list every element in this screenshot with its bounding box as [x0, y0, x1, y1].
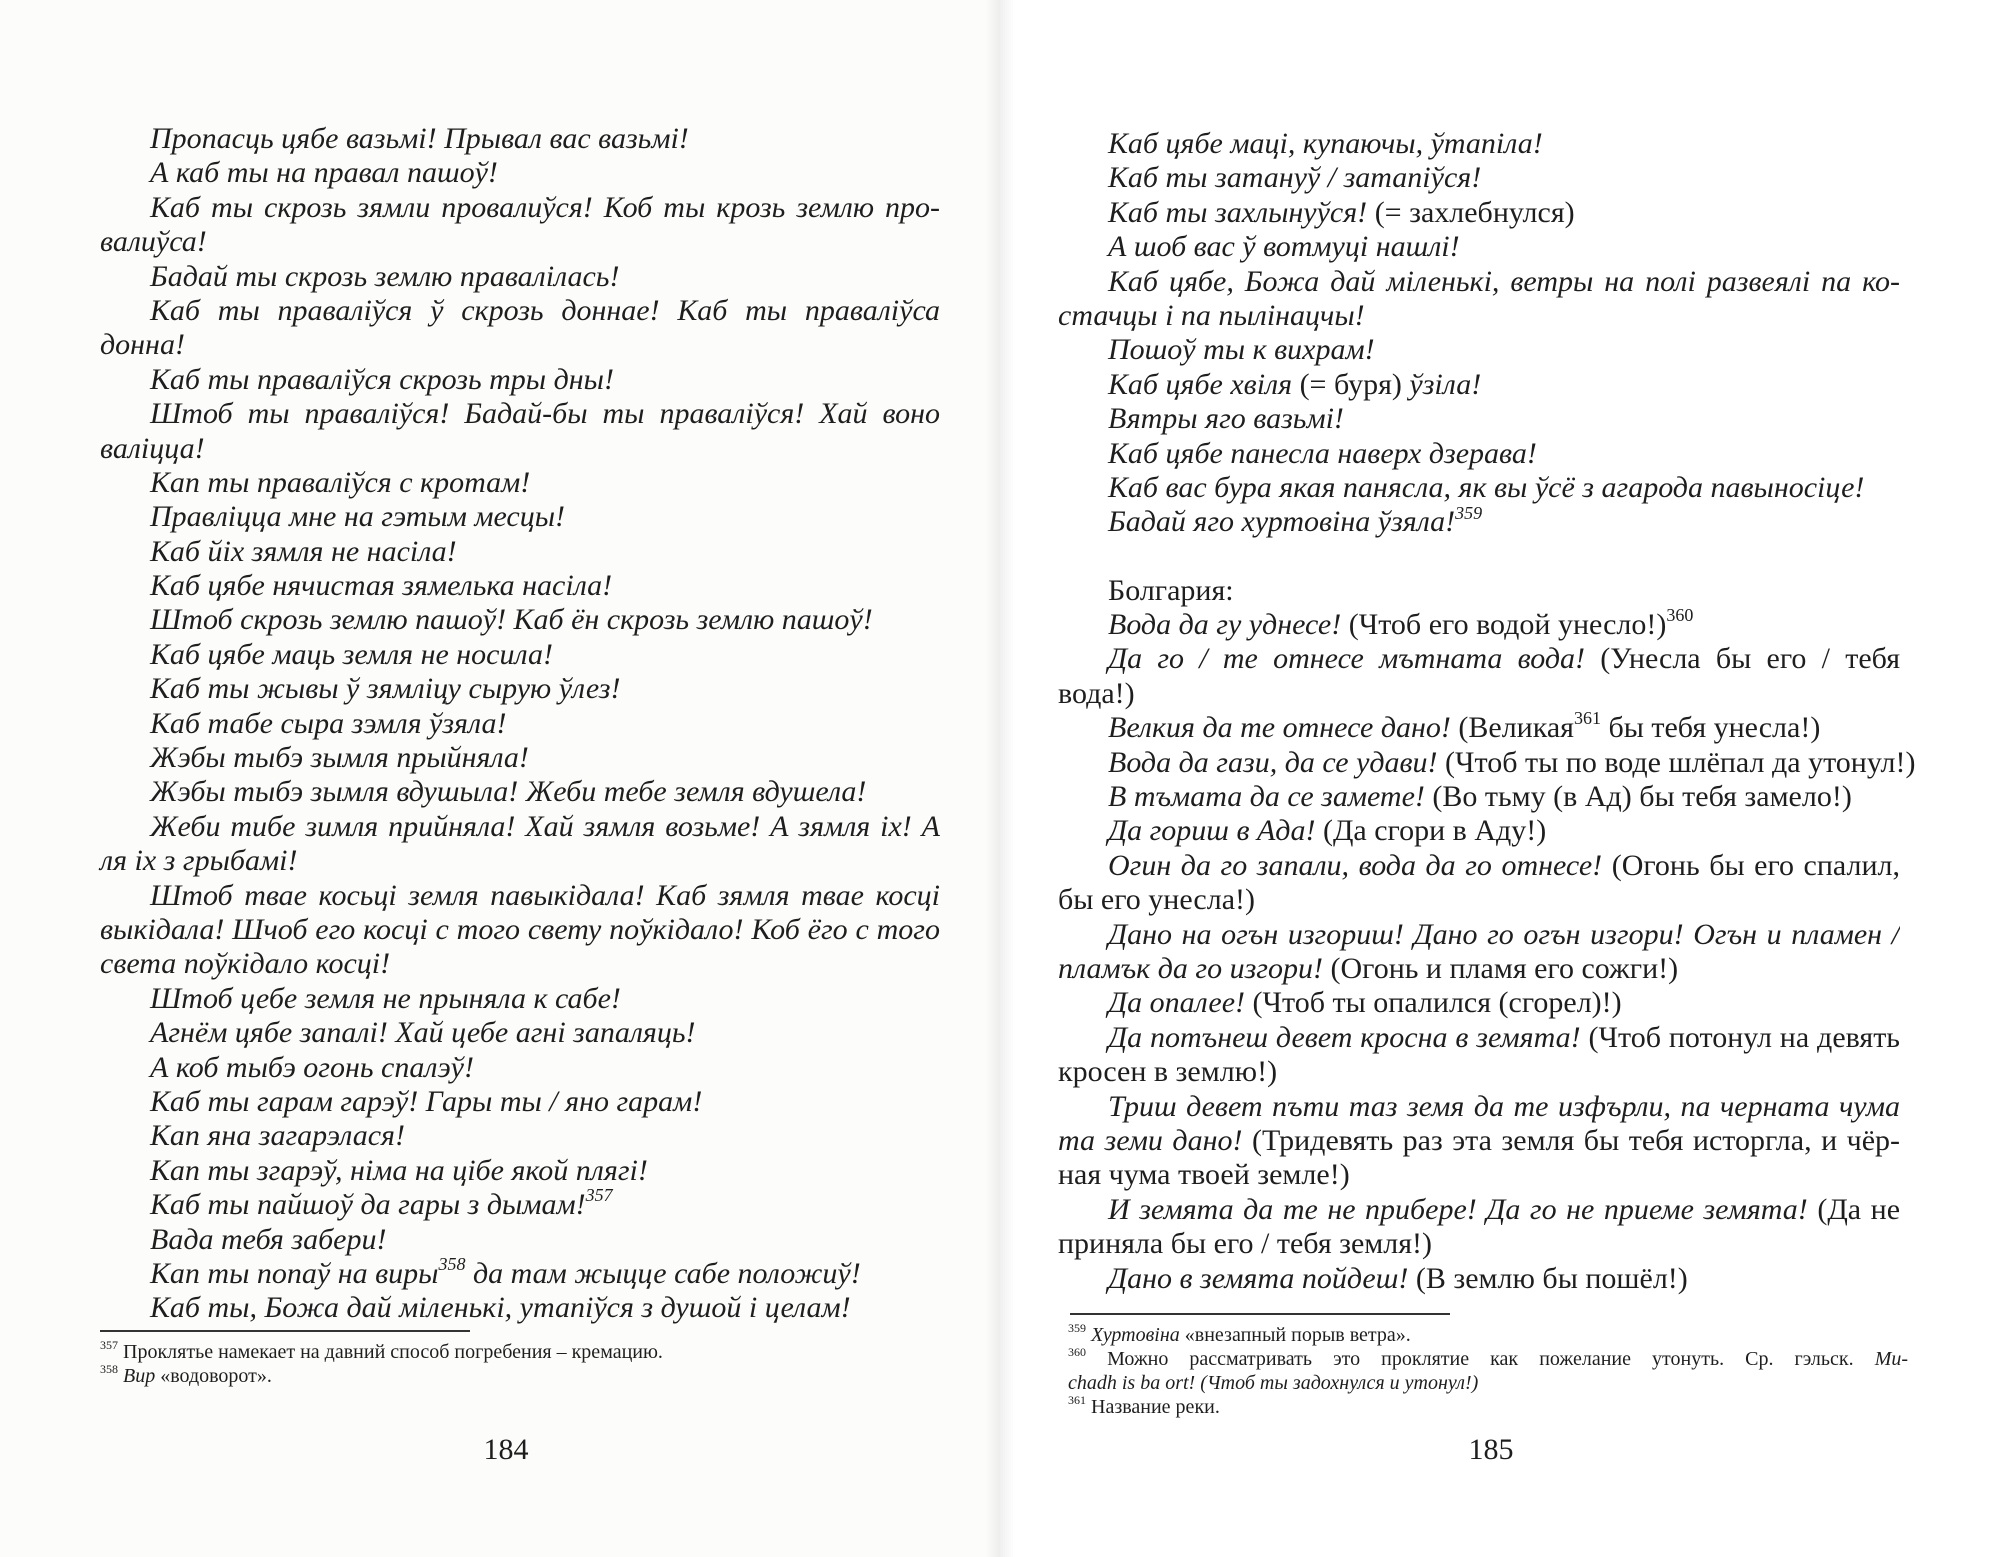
- footnote-marker: 358: [438, 1254, 466, 1275]
- footnote-marker: 360: [1666, 605, 1694, 626]
- translation: (В землю бы пошёл!): [1415, 1261, 1688, 1295]
- curse-line: Пошоў ты к вихрам!: [1108, 333, 1375, 367]
- curse-line: Пропасць цябе вазьмі! Прывал вас вазьмі!: [150, 122, 689, 155]
- curse-text: да там жыцце сабе положиў!: [472, 1256, 861, 1290]
- translation: (= буря): [1299, 367, 1402, 401]
- footnote-number: 361: [1068, 1393, 1086, 1408]
- curse-line: Каб ты праваліўся ў скрозь доннае! Каб ты праваліўса: [150, 293, 940, 327]
- curse-line: бы его унесла!): [1058, 883, 1255, 917]
- page-number: 185: [1468, 1433, 1514, 1466]
- curse-line: [1058, 1124, 1900, 1158]
- footnote-term: Вир: [123, 1365, 156, 1387]
- translation: (Во тьму (в Ад) бы тебя замело!): [1432, 780, 1852, 814]
- footnote: [100, 1364, 940, 1388]
- footnote-text: «водоворот».: [160, 1365, 272, 1387]
- curse-line: кросен в землю!): [1058, 1055, 1278, 1089]
- curse-line: [1058, 605, 1900, 642]
- curse-line: А шоб вас ў вотмуці нашлі!: [1108, 230, 1460, 264]
- curse-line: стачцы і па пылінацчы!: [1058, 298, 1365, 332]
- translation: (Да не: [1817, 1192, 1900, 1226]
- curse-line: приняла бы его / тебя земля!): [1058, 1227, 1433, 1261]
- curse-line: [1058, 986, 1900, 1020]
- curse-line: [1058, 368, 1900, 402]
- footnote-term: chadh is ba ort!: [1068, 1372, 1196, 1394]
- curse-line: Штоб цебе земля не прыняла к сабе!: [150, 981, 621, 1015]
- translation: (Чтоб ты по воде шлёпал да утонул!): [1445, 745, 1916, 779]
- curse-line: Жэбы тыбэ зымля прыйняла!: [150, 741, 529, 775]
- translation: (Чтоб его водой унесло!): [1348, 608, 1667, 642]
- curse-line: ная чума твоей земле!): [1058, 1158, 1350, 1192]
- curse-text: та земи дано!: [1058, 1123, 1243, 1157]
- translation: (Чтоб ты опалился (сгорел)!): [1252, 986, 1622, 1020]
- curse-line: [1058, 780, 1900, 814]
- curse-line: донна!: [100, 328, 185, 362]
- footnote-marker: 357: [585, 1185, 613, 1206]
- curse-line: [1058, 745, 1916, 780]
- curse-line: валиўса!: [100, 225, 207, 259]
- curse-line: Штоб ты праваліўся! Бадай-бы ты праваліўся! Хай воно: [150, 397, 940, 431]
- curse-text: Кап ты попаў на виры: [150, 1256, 439, 1290]
- curse-line: Вада тебя забери!: [150, 1222, 387, 1256]
- curse-line: Каб ты затануў / затапіўся!: [1108, 161, 1482, 195]
- curse-text: Бадай яго хуртовіна ўзяла!: [1108, 505, 1456, 539]
- curse-line: Кап ты згарэў, німа на цібе якой плягі!: [150, 1153, 648, 1187]
- footnote-number: 358: [100, 1362, 118, 1377]
- translation: (Чтоб потонул на девять: [1588, 1020, 1900, 1054]
- translation: (Огонь и пламя его сожги!): [1330, 951, 1679, 985]
- curse-line: Каб ты жывы ў зямліцу сырую ўлез!: [150, 672, 621, 706]
- footnote-text: Название реки.: [1091, 1396, 1220, 1418]
- curse-text: Да го / те отнесе мътната вода!: [1108, 642, 1586, 676]
- curse-line: [1058, 196, 1900, 230]
- left-page-text: [100, 122, 940, 1326]
- curse-line: Дано на огън изгориш! Дано го огън изгори! Огън и пламен /: [1108, 917, 1900, 951]
- footnote: [1068, 1395, 1908, 1419]
- right-footnotes: [1068, 1323, 1908, 1419]
- left-footnotes: [100, 1340, 940, 1388]
- curse-line: Кап яна загарэлася!: [150, 1119, 405, 1153]
- curse-text: Да потънеш девет кросна в земята!: [1108, 1020, 1581, 1054]
- curse-text: ўзіла!: [1409, 367, 1482, 401]
- curse-line: Каб ты скрозь зямли провалиўся! Коб ты крозь землю про-: [150, 190, 940, 224]
- curse-line: [1058, 642, 1900, 676]
- curse-line: Жэбы тыбэ зымля вдушыла! Жеби тебе земля вдушела!: [150, 775, 867, 809]
- curse-text: Да опалее!: [1108, 986, 1246, 1020]
- curse-line: [1058, 502, 1900, 539]
- page-number: 184: [483, 1433, 529, 1466]
- footnote-marker: 359: [1455, 502, 1483, 523]
- curse-line: Штоб скрозь землю пашоў! Каб ён скрозь землю пашоў!: [150, 603, 873, 637]
- footnote: [100, 1340, 940, 1364]
- curse-line: ля іх з грыбамі!: [100, 844, 298, 878]
- translation: (Тридевять раз эта земля бы тебя исторгла, и чёр-: [1251, 1123, 1900, 1157]
- curse-line: Каб цябе, Божа дай міленькі, ветры на полі развеялі па ко-: [1108, 264, 1900, 298]
- section-heading: Болгария:: [1108, 573, 1234, 607]
- curse-line: Агнём цябе запалі! Хай цебе агні запаляць!: [150, 1016, 696, 1050]
- footnote-text: Проклятье намекает на давний способ погребения – кремацию.: [123, 1341, 663, 1363]
- curse-line: [1058, 849, 1900, 883]
- curse-line: Каб цябе нячистая зямелька насіла!: [150, 569, 613, 603]
- footnote-term: Хуртовіна: [1091, 1324, 1180, 1346]
- curse-line: [100, 1254, 940, 1291]
- curse-text: Каб ты захлынуўся!: [1108, 195, 1368, 229]
- curse-line: Каб цябе маць земля не носила!: [150, 637, 553, 671]
- curse-line: Каб ты праваліўся скрозь тры дны!: [150, 362, 614, 396]
- curse-line: Кап ты праваліўся с кротам!: [150, 465, 531, 499]
- curse-line: Вятры яго вазьмі!: [1108, 402, 1344, 436]
- footnote-number: 360: [1068, 1345, 1086, 1360]
- curse-text: Вода да гу уднесе!: [1108, 608, 1342, 642]
- curse-line: [1058, 708, 1900, 745]
- footnote-number: 357: [100, 1338, 118, 1353]
- curse-line: света поўкідало косці!: [100, 947, 391, 981]
- footnote-text: Можно рассматривать это проклятие как пожелание утонуть. Ср. гэльск.: [1107, 1348, 1854, 1370]
- curse-text: И земята да те не прибере! Да го не приеме земята!: [1108, 1192, 1808, 1226]
- curse-text: В тъмата да се замете!: [1108, 780, 1425, 814]
- curse-line: вода!): [1058, 676, 1135, 710]
- curse-text: Каб ты пайшоў да гары з дымам!: [150, 1188, 586, 1222]
- footnote-rule: [1070, 1313, 1450, 1315]
- right-page-text: [1058, 127, 1916, 1296]
- footnote-text: (Чтоб ты задохнулся и утонул!): [1200, 1372, 1479, 1394]
- curse-line: Каб вас бура якая панясла, як вы ўсё з агарода павыносіце!: [1108, 470, 1865, 504]
- translation: (Огонь бы его спалил,: [1611, 848, 1900, 882]
- curse-line: Каб табе сыра зэмля ўзяла!: [150, 706, 507, 740]
- curse-line: [1058, 1262, 1900, 1296]
- book-gutter: [985, 0, 1015, 1557]
- curse-line: выкідала! Шчоб его косці с того свету поўкідало! Коб ёго с того: [100, 912, 940, 946]
- curse-text: Каб цябе хвіля: [1108, 367, 1293, 401]
- curse-line: Каб цябе панесла наверх дзерава!: [1108, 436, 1537, 470]
- spacer: [1058, 540, 1900, 574]
- translation: (Да сгори в Аду!): [1322, 814, 1547, 848]
- footnote-marker: 361: [1573, 708, 1601, 729]
- curse-line: [1058, 952, 1900, 986]
- translation: (Великая: [1458, 711, 1574, 745]
- curse-line: Каб йіх зямля не насіла!: [150, 534, 457, 568]
- footnote: [1068, 1323, 1908, 1347]
- curse-text: Огин да го запали, вода да го отнесе!: [1108, 848, 1603, 882]
- curse-line: А коб тыбэ огонь спалэў!: [150, 1050, 474, 1084]
- curse-text: Вода да гази, да се удави!: [1108, 745, 1438, 779]
- curse-line: Бадай ты скрозь землю правалілась!: [150, 259, 620, 293]
- footnote-continuation: [1068, 1371, 1908, 1395]
- curse-line: Штоб твае косьці земля павыкідала! Каб зямля твае косці: [150, 878, 940, 912]
- curse-line: А каб ты на правал пашоў!: [150, 156, 498, 190]
- curse-line: Каб цябе маці, купаючы, ўтапіла!: [1108, 127, 1543, 160]
- footnote-number: 359: [1068, 1321, 1086, 1336]
- translation: бы тебя унесла!): [1608, 711, 1821, 745]
- curse-line: Триш девет пъти таз земя да те изфърли, па черната чума: [1108, 1089, 1900, 1123]
- curse-line: Жеби тибе зимля прийняла! Хай зямля возьме! А зямля іх! А: [150, 809, 940, 843]
- curse-text: Дано в земята пойдеш!: [1108, 1261, 1409, 1295]
- curse-line: [1058, 1021, 1900, 1055]
- curse-line: [1058, 814, 1900, 848]
- footnote: [1068, 1347, 1908, 1371]
- footnote-rule: [100, 1330, 470, 1332]
- curse-text: Да гориш в Ада!: [1108, 814, 1316, 848]
- curse-line: [1058, 1193, 1900, 1227]
- translation: (Унесла бы его / тебя: [1600, 642, 1900, 676]
- curse-line: Правліцца мне на гэтым месцы!: [150, 500, 566, 534]
- translation: (= захлебнулся): [1374, 195, 1575, 229]
- curse-line: Каб ты, Божа дай міленькі, утапіўся з душой і целам!: [150, 1291, 851, 1325]
- curse-text: пламък да го изгори!: [1058, 951, 1323, 985]
- footnote-term: Mu-: [1874, 1348, 1909, 1370]
- curse-line: валіцца!: [100, 431, 205, 465]
- curse-line: Каб ты гарам гарэў! Гары ты / яно гарам!: [150, 1084, 703, 1118]
- footnote-text: «внезапный порыв ветра».: [1184, 1324, 1411, 1346]
- curse-text: Велкия да те отнесе дано!: [1108, 711, 1451, 745]
- curse-line: [100, 1185, 940, 1222]
